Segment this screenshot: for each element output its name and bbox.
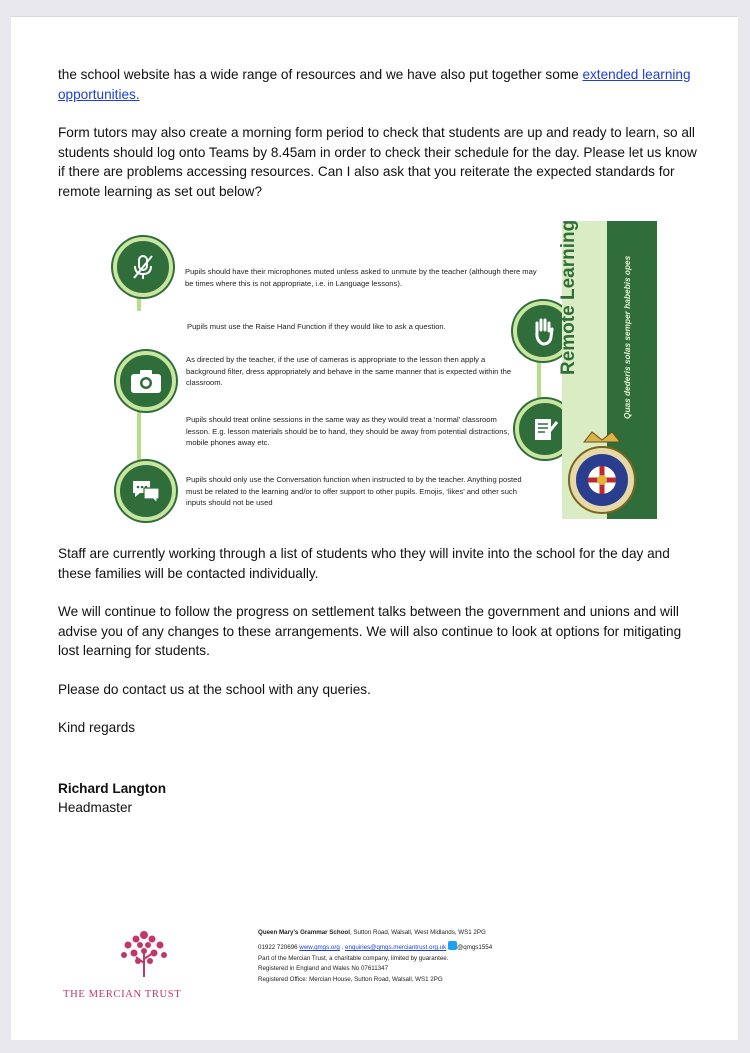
banner-title: Remote Learning: [558, 219, 579, 375]
twitter-icon: [448, 941, 457, 950]
phone: 01922 720696: [258, 944, 300, 952]
school-name: Queen Mary’s Grammar School: [258, 929, 350, 936]
signature-role: Headmaster: [58, 800, 133, 815]
separator: .: [339, 944, 346, 952]
footer-line-charity: Part of the Mercian Trust, a charitable company, limited by guarantee.: [258, 954, 449, 962]
signature-name: Richard Langton: [58, 781, 166, 796]
settlement-paragraph: We will continue to follow the progress on settlement talks between the government and unions and will advise you of any changes to these arrangements. We will also continue to look at options for mitigating lost learning for students.: [58, 604, 682, 659]
letter-page: [11, 16, 738, 1040]
footer-contact: [258, 928, 492, 985]
intro-paragraph: [58, 65, 698, 104]
muted-microphone-icon: [113, 237, 173, 297]
rule-cameras: As directed by the teacher, if the use of cameras is appropriate to the lesson then apply a background filter, dress appropriately and behave in the same manner that is expected within the classroom.: [186, 355, 512, 387]
trust-name: THE MERCIAN TRUST: [63, 989, 182, 1000]
closing: Kind regards: [58, 720, 136, 735]
banner-motto: Quas dederis solas semper habebis opes: [622, 255, 632, 419]
rule-raise-hand: Pupils must use the Raise Hand Function if they would like to ask a question.: [187, 322, 446, 331]
form-tutors-paragraph: Form tutors may also create a morning form period to check that students are up and ready to learn, so all students should log onto Teams by 8.45am in order to check their schedule for the day. Please let us know if there are problems accessing resources. Can I also ask that you reiterate the expected standards for remote learning as set out below?: [58, 125, 697, 199]
footer-line-office: Registered Office: Mercian House, Sutton Road, Walsall, WS1 2PG: [258, 975, 443, 983]
rule-classroom-standards: Pupils should treat online sessions in the same way as they would treat a ‘normal’ classroom lesson. E.g. lesson materials should be to hand, they should be away from potential distractions, mobile phones away etc.: [186, 415, 510, 447]
camera-icon: [116, 351, 176, 411]
rule-microphones: Pupils should have their microphones muted unless asked to unmute by the teacher (although there may be times where this is not appropriate, i.e. in Language lessons).: [185, 267, 537, 288]
chat-bubbles-icon: [116, 461, 176, 521]
intro-text: the school website has a wide range of resources and we have also put together some: [58, 67, 583, 82]
staff-paragraph: Staff are currently working through a list of students who they will invite into the school for the day and these families will be contacted individually.: [58, 546, 670, 581]
extended-learning-link[interactable]: extended learning opportunities.: [58, 67, 691, 102]
rule-conversation: Pupils should only use the Conversation function when instructed to by the teacher. Anything posted must be related to the learning and/or to offer support to other pupils. Emojis, ‘likes’ and other such inputs should not be used: [186, 475, 522, 507]
school-crest-icon: [562, 428, 642, 518]
email-link[interactable]: enquiries@qmgs.merciantrust.org.uk: [345, 944, 447, 952]
contact-paragraph: Please do contact us at the school with any queries.: [58, 682, 371, 697]
footer-line-registration: Registered in England and Wales No 07611347: [258, 965, 389, 973]
school-address: , Sutton Road, Walsall, West Midlands, WS1 2PG: [349, 929, 486, 936]
remote-learning-infographic: [107, 221, 657, 524]
twitter-handle[interactable]: @qmgs1554: [456, 944, 493, 952]
website-link[interactable]: www.qmgs.org: [299, 944, 340, 952]
tree-icon: [114, 929, 174, 979]
remote-learning-banner: [558, 219, 657, 519]
